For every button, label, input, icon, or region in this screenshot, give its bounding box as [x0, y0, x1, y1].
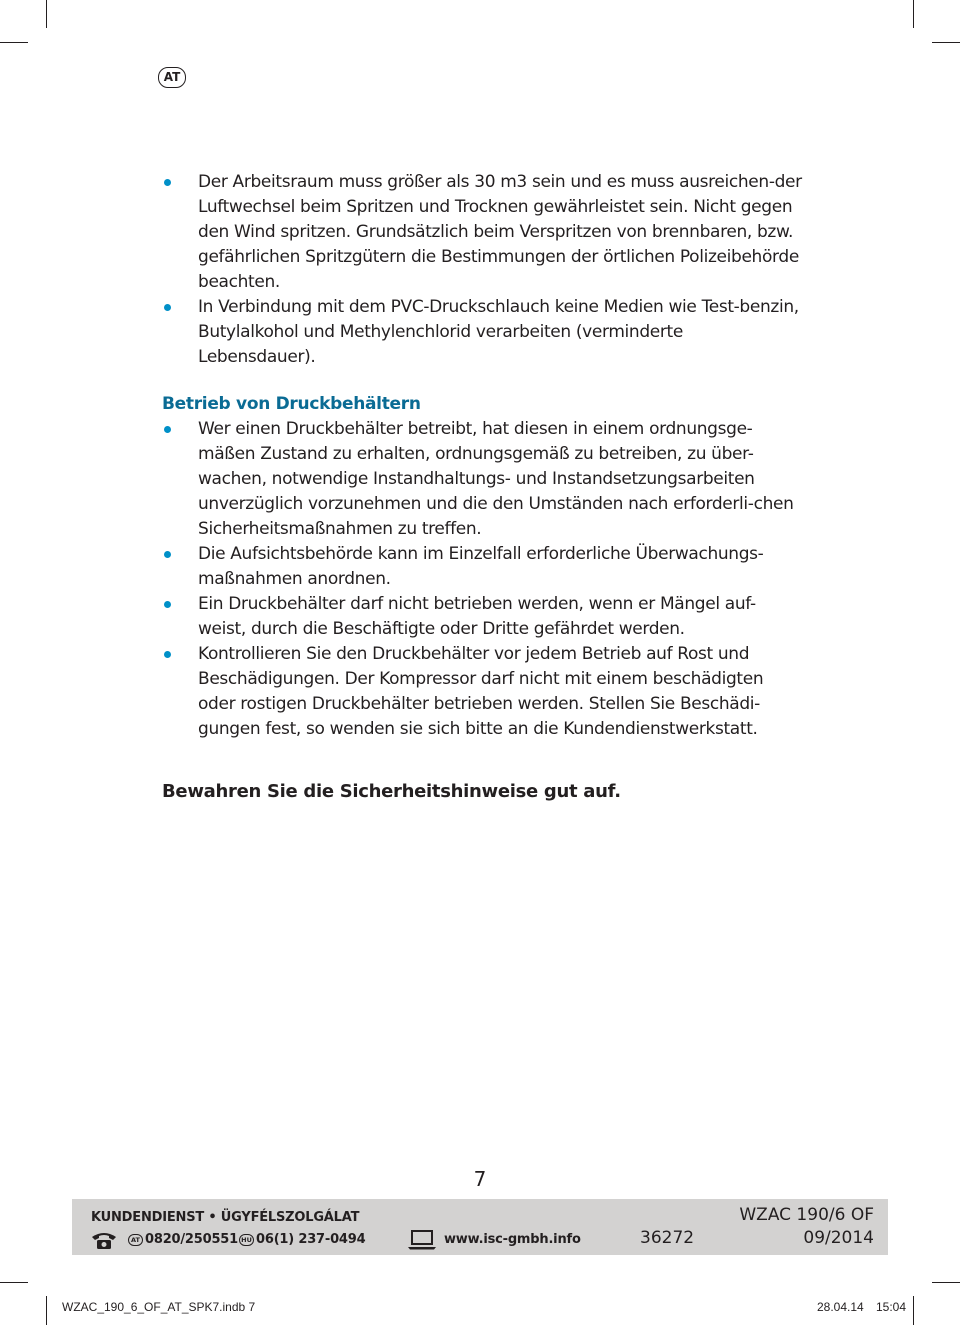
list-item: Wer einen Druckbehälter betreibt, hat diesen in einem ordnungsge-mäßen Zustand zu erhalten, ordnungsgemäß zu betreiben, zu über-wachen, notwendige Instandhaltungs- und Instandsetzungsarbeiten unverzüglich vorzunehmen und die den Umständen nach erforderli-chen Sicherheitsmaßnahmen zu treffen. [162, 417, 802, 542]
page-number: 7 [473, 1167, 487, 1191]
website-link[interactable]: www.isc-gmbh.info [444, 1232, 581, 1247]
crop-mark-top-left-h [0, 42, 28, 43]
hu-phone: 06(1) 237-0494 [256, 1232, 366, 1247]
print-slug-time: 15:04 [876, 1300, 907, 1314]
at-phone: 0820/250551 [145, 1232, 239, 1247]
closing-note: Bewahren Sie die Sicherheitshinweise gut auf. [162, 781, 621, 802]
crop-mark-bottom-left-h [0, 1282, 28, 1283]
model-name: WZAC 190/6 OF [739, 1205, 874, 1225]
print-slug-file: WZAC_190_6_OF_AT_SPK7.indb 7 [62, 1300, 256, 1314]
phone-icon [91, 1230, 117, 1250]
crop-mark-top-right-v [913, 0, 914, 28]
list-item: Kontrollieren Sie den Druckbehälter vor jedem Betrieb auf Rost und Beschädigungen. Der Kompressor darf nicht mit einem beschädigten oder rostigen Druckbehälter betrieben werden. Stellen Sie Beschädi-gungen fest, so wenden sie sich bitte an die Kundendienstwerkstatt. [162, 642, 802, 742]
crop-mark-bottom-right-v [913, 1296, 914, 1325]
crop-mark-bottom-left-v [46, 1296, 47, 1325]
intro-bullet-list [162, 170, 802, 370]
main-content [162, 170, 802, 804]
crop-mark-top-left-v [46, 0, 47, 28]
list-item: Ein Druckbehälter darf nicht betrieben werden, wenn er Mängel auf-weist, durch die Beschäftigte oder Dritte gefährdet werden. [162, 592, 802, 642]
list-item: In Verbindung mit dem PVC-Druckschlauch keine Medien wie Test-benzin, Butylalkohol und Methylenchlorid verarbeiten (verminderte Lebensdauer). [162, 295, 802, 370]
service-footer [72, 1199, 888, 1255]
footer-title: KUNDENDIENST • ÜGYFÉLSZOLGÁLAT [91, 1210, 360, 1225]
at-badge: AT [128, 1234, 143, 1246]
article-number: 36272 [640, 1228, 695, 1248]
edition-date: 09/2014 [803, 1228, 874, 1248]
laptop-icon [408, 1230, 436, 1250]
print-slug-date: 28.04.14 [817, 1300, 864, 1314]
list-item: Der Arbeitsraum muss größer als 30 m3 sein und es muss ausreichen-der Luftwechsel beim Spritzen und Trocknen gewährleistet sein. Nicht gegen den Wind spritzen. Grundsätzlich beim Verspritzen von brennbaren, bzw. gefährlichen Spritzgütern die Bestimmungen der örtlichen Polizeibehörde beachten. [162, 170, 802, 295]
section-bullet-list [162, 417, 802, 742]
section-heading: Betrieb von Druckbehältern [162, 394, 421, 414]
country-code-badge: AT [158, 67, 186, 88]
crop-mark-top-right-h [932, 42, 960, 43]
hu-badge: HU [239, 1234, 254, 1246]
list-item: Die Aufsichtsbehörde kann im Einzelfall erforderliche Überwachungs-maßnahmen anordnen. [162, 542, 802, 592]
crop-mark-bottom-right-h [932, 1282, 960, 1283]
